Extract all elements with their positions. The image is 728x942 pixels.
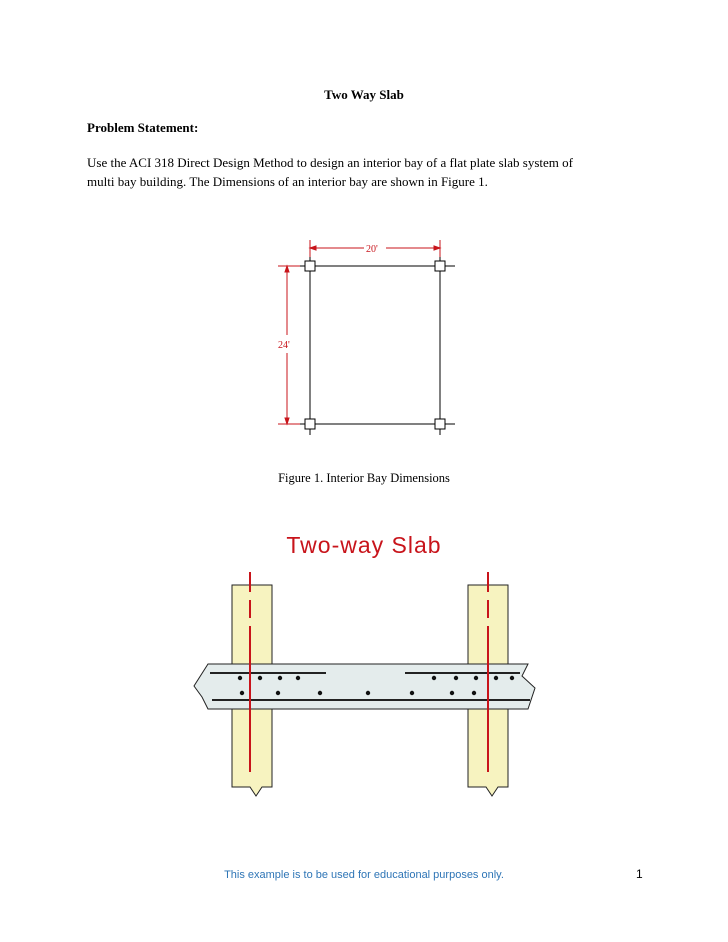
paragraph-line-1: Use the ACI 318 Direct Design Method to design an interior bay of a flat plate slab system of — [87, 155, 573, 170]
figure-1-caption: Figure 1. Interior Bay Dimensions — [278, 471, 450, 485]
document-title: Two Way Slab — [324, 87, 404, 102]
problem-statement-heading: Problem Statement: — [87, 120, 199, 135]
problem-statement-text — [87, 153, 647, 191]
two-way-slab-title: Two-way Slab — [286, 532, 442, 558]
column-bottom-right — [435, 419, 445, 429]
column-top-right — [435, 261, 445, 271]
interior-bay-figure — [270, 235, 470, 440]
vertical-span-label: 24' — [278, 340, 290, 351]
slab — [194, 664, 535, 709]
two-way-slab-section — [190, 560, 540, 810]
column-bottom-left — [305, 419, 315, 429]
horizontal-span-label: 20' — [366, 244, 378, 255]
bay-outline — [300, 257, 455, 435]
page-number: 1 — [636, 867, 643, 881]
footer-note: This example is to be used for educational purposes only. — [224, 869, 504, 881]
paragraph-line-2: multi bay building. The Dimensions of an interior bay are shown in Figure 1. — [87, 174, 488, 189]
column-top-left — [305, 261, 315, 271]
